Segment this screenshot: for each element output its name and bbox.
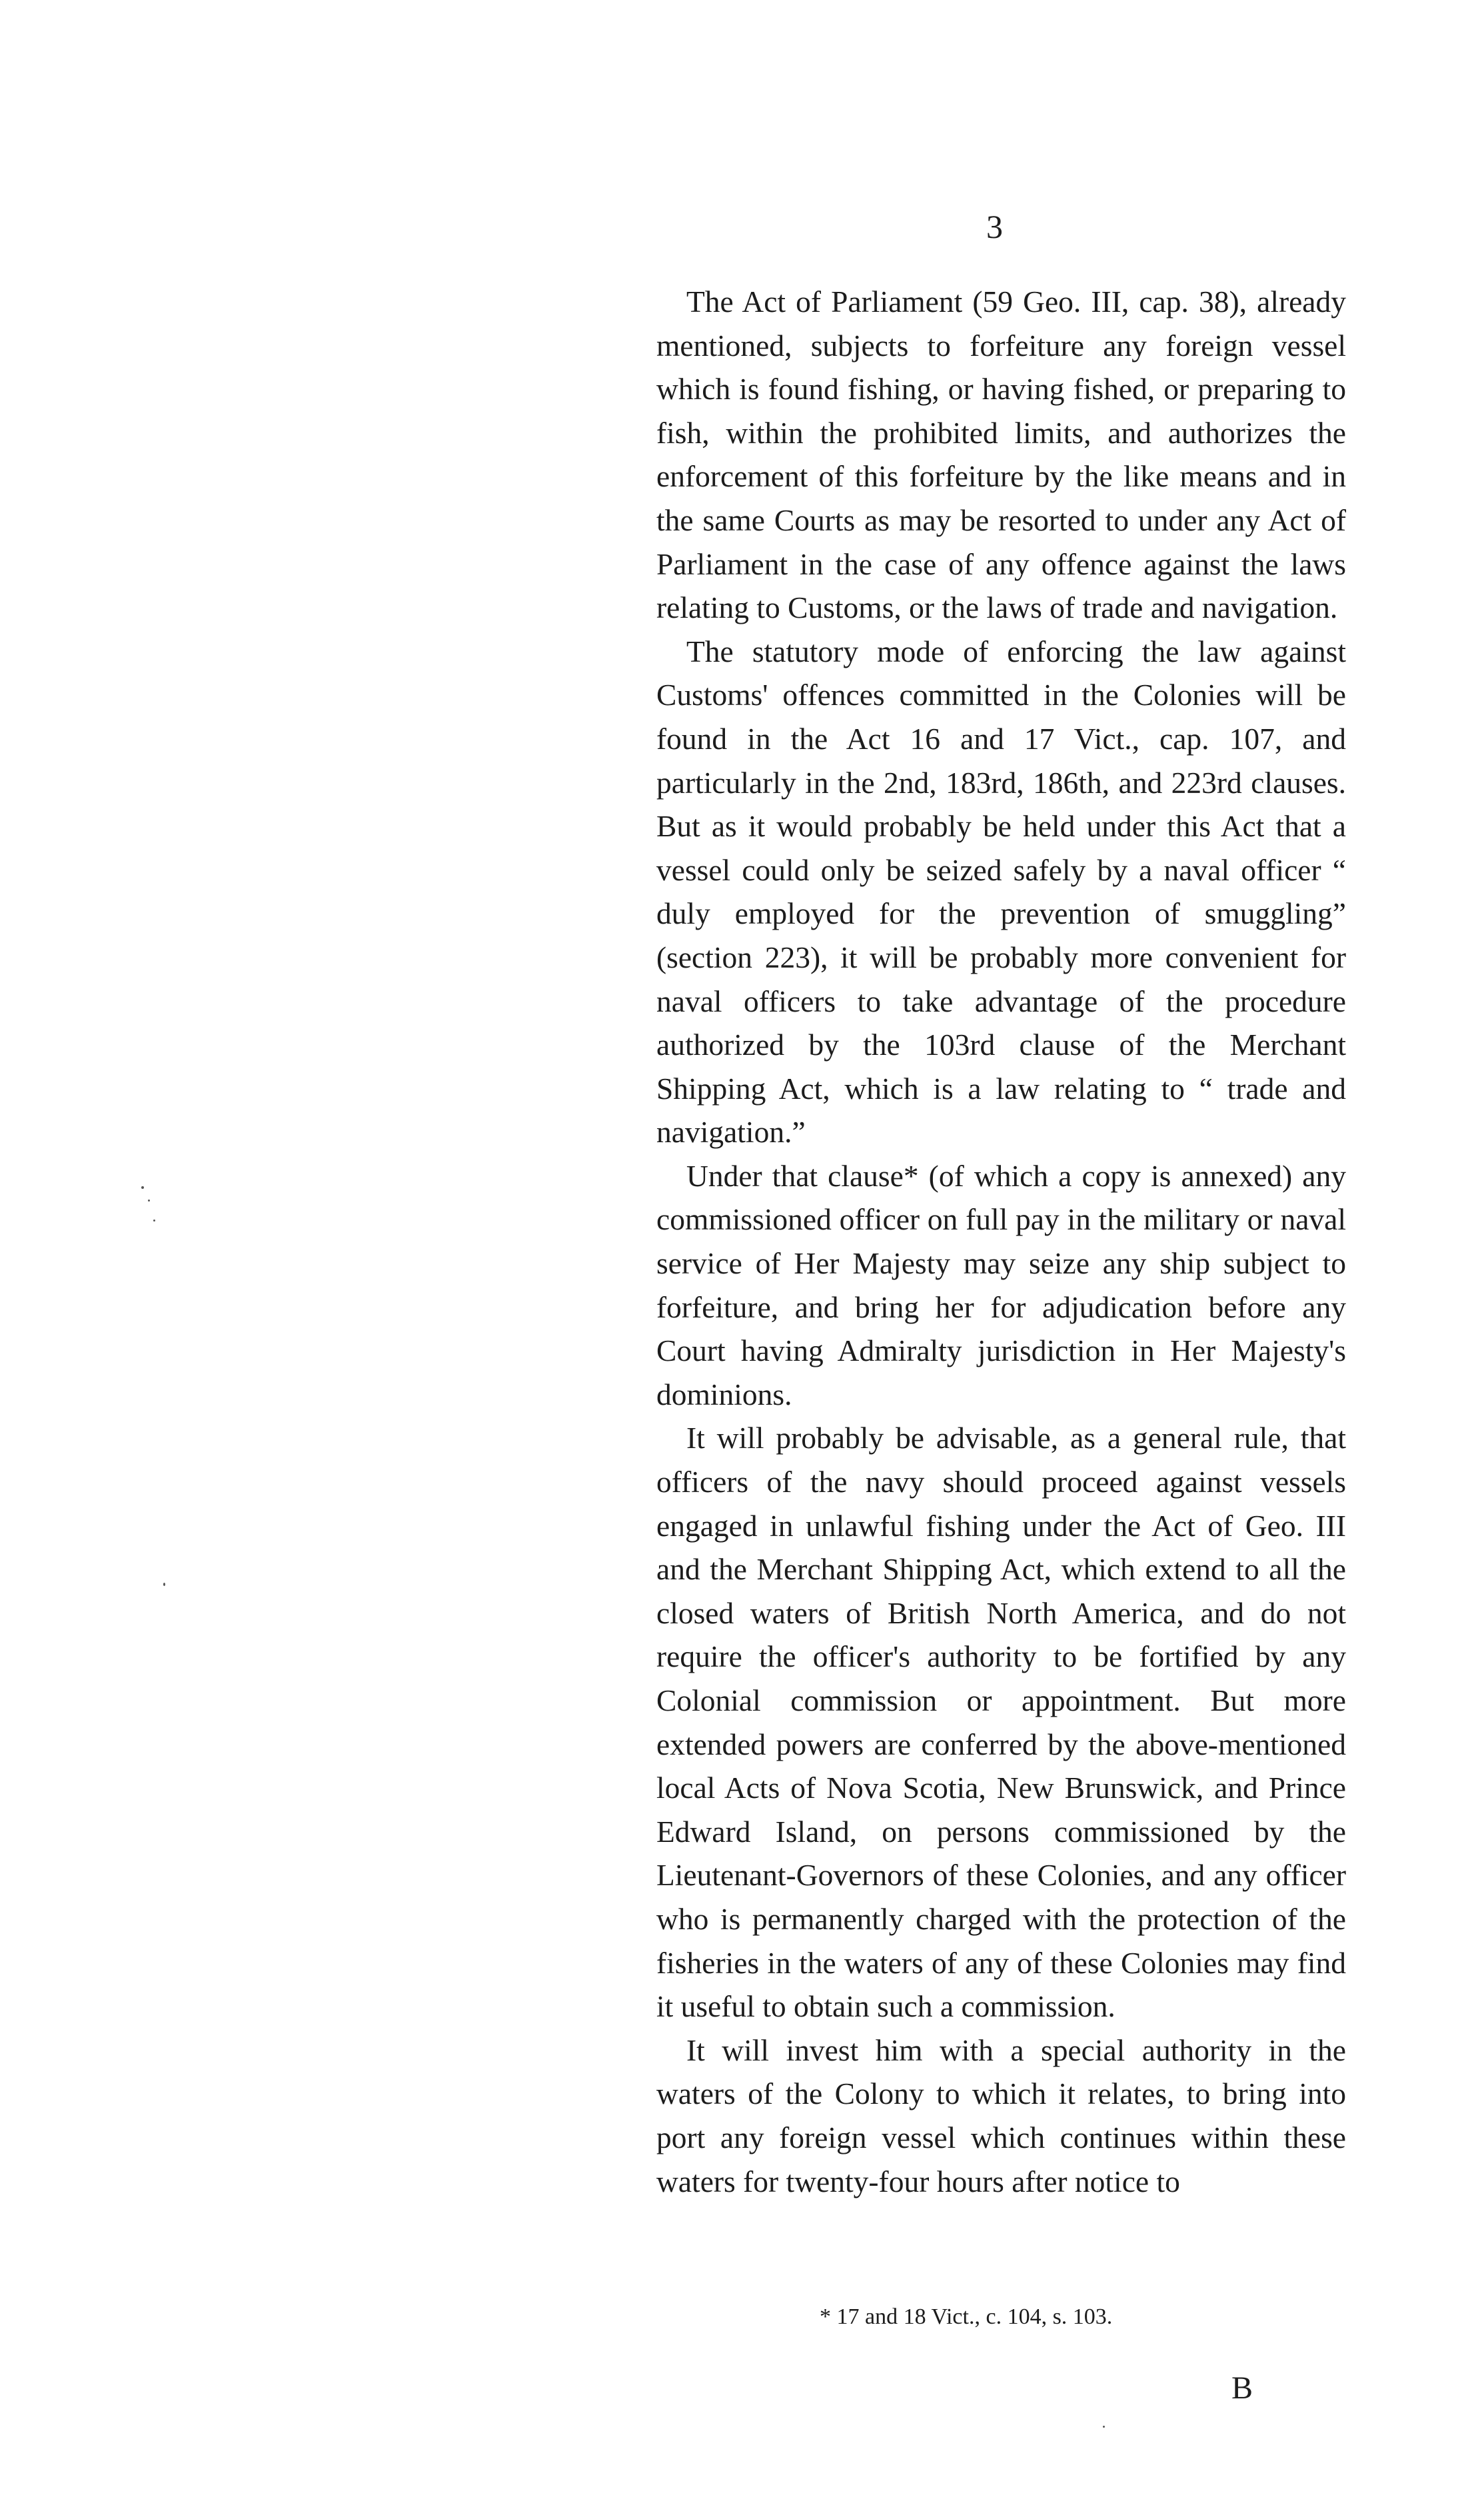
scan-speck <box>153 1220 155 1222</box>
paragraph-act-of-parliament: The Act of Parliament (59 Geo. III, cap. 38), already mentioned, subjects to forfeiture any foreign vessel which is found fishing, or having fished, or preparing to fish, within the prohibited limits, and authorizes the enforcement of this forfeiture by the like means and in the same Courts as may be resorted to under any Act of Parliament in the case of any offence against the laws relating to Customs, or the laws of trade and navigation. <box>656 285 1346 625</box>
footnote: * 17 and 18 Vict., c. 104, s. 103. <box>820 2304 1113 2329</box>
body-text <box>656 280 1346 2203</box>
scan-speck <box>148 1200 150 1202</box>
paragraph-under-that-clause: Under that clause* (of which a copy is annexed) any commissioned officer on full pay in the military or naval service of Her Majesty may seize any ship subject to forfeiture, and bring her for adjudication before any Court having Admiralty jurisdiction in Her Majesty's dominions. <box>656 1158 1346 1411</box>
paragraph-statutory-mode: The statutory mode of enforcing the law against Customs' offences committed in the Colonies will be found in the Act 16 and 17 Vict., cap. 107, and particularly in the 2nd, 183rd, 186th, and 223rd clauses. But as it would probably be held under this Act that a vessel could only be seized safely by a naval officer “ duly employed for the prevention of smuggling” (section 223), it will be probably more convenient for naval officers to take advantage of the procedure authorized by the 103rd clause of the Merchant Shipping Act, which is a law relating to “ trade and navigation.” <box>656 634 1346 1150</box>
signature-mark: B <box>1231 2370 1253 2406</box>
paragraph-general-rule: It will probably be advisable, as a general rule, that officers of the navy should proceed against vessels engaged in unlawful fishing under the Act of Geo. III and the Merchant Shipping Act, which extend to all the closed waters of British North America, and do not require the officer's authority to be fortified by any Colonial commission or appointment. But more extended powers are conferred by the above-mentioned local Acts of Nova Scotia, New Brunswick, and Prince Edward Island, on persons commissioned by the Lieutenant-Governors of these Colonies, and any officer who is permanently charged with the protection of the fisheries in the waters of any of these Colonies may find it useful to obtain such a commission. <box>656 1421 1346 2024</box>
scan-speck <box>163 1583 165 1586</box>
page-number: 3 <box>986 208 1003 245</box>
scan-speck <box>141 1186 144 1189</box>
paragraph-special-authority: It will invest him with a special authority in the waters of the Colony to which it relates, to bring into port any foreign vessel which continues within these waters for twenty-four hours after notice to <box>656 2033 1346 2198</box>
scan-speck <box>1103 2426 1105 2428</box>
